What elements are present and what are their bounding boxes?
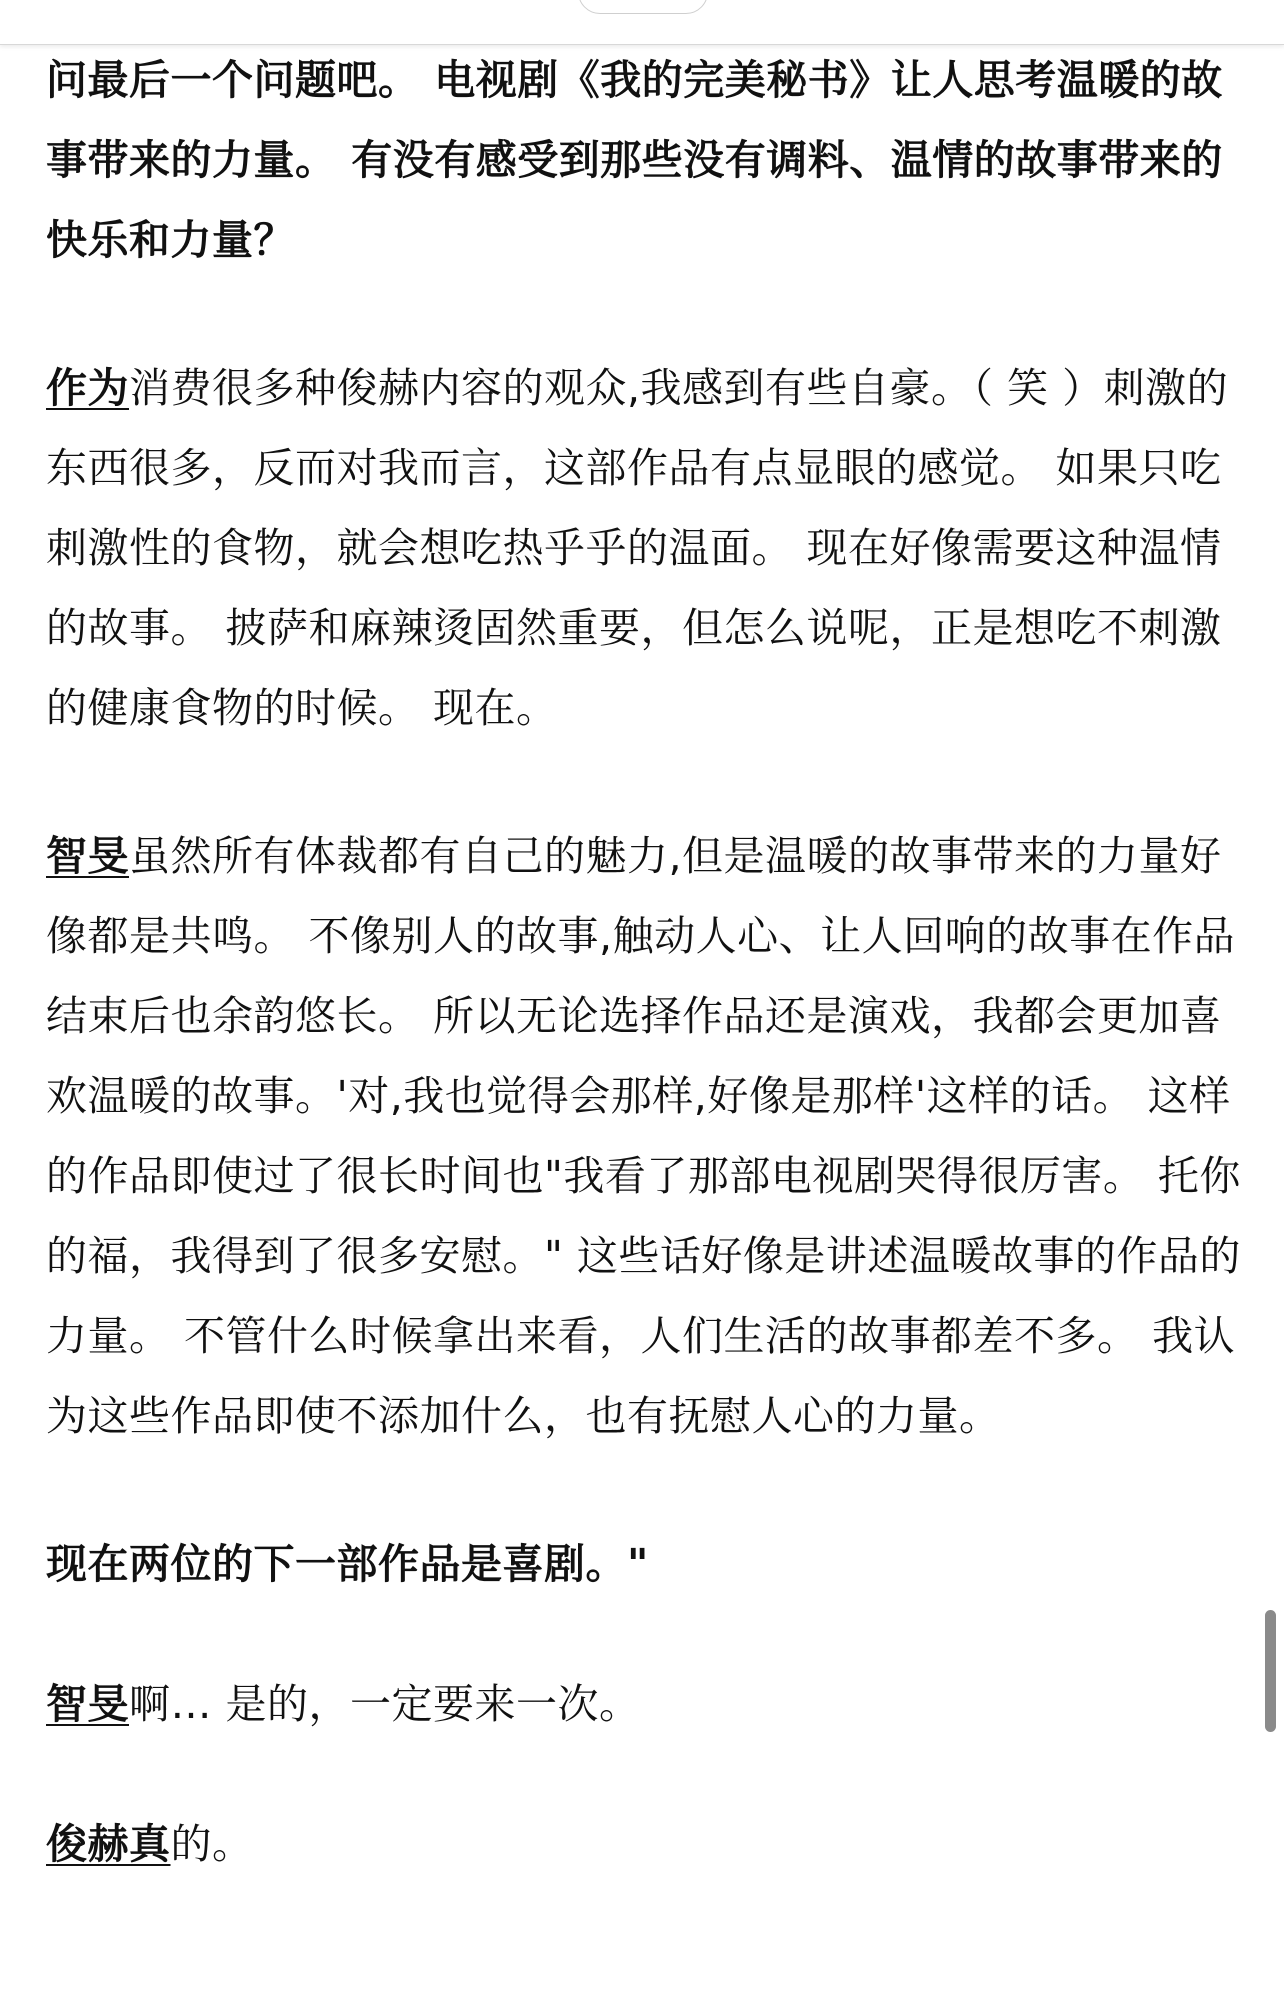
answer-text: 消费很多种俊赫内容的观众,我感到有些自豪。（ 笑 ）刺激的东西很多，反而对我而言，这部作品有点显眼的感觉。 如果只吃刺激性的食物，就会想吃热乎乎的温面。 现在好像需要这种温情的故事。 披萨和麻辣烫固然重要，但怎么说呢，正是想吃不刺激的健康食物的时候。 现在。 — [46, 364, 1229, 732]
question-text: 现在两位的下一部作品是喜剧。" — [46, 1540, 649, 1588]
speaker-name: 智旻 — [46, 832, 129, 880]
answer-paragraph — [46, 1804, 1246, 1884]
pull-down-handle[interactable] — [578, 0, 708, 14]
answer-text: 虽然所有体裁都有自己的魅力,但是温暖的故事带来的力量好像都是共鸣。 不像别人的故事,触动人心、让人回响的故事在作品结束后也余韵悠长。 所以无论选择作品还是演戏，我都会更加喜欢温暖的故事。'对,我也觉得会那样,好像是那样'这样的话。 这样的作品即使过了很长时间也"我看了那部电视剧哭得很厉害。 托你的福，我得到了很多安慰。" 这些话好像是讲述温暖故事的作品的力量。 不管什么时候拿出来看，人们生活的故事都差不多。 我认为这些作品即使不添加什么，也有抚慰人心的力量。 — [46, 832, 1241, 1440]
answer-paragraph — [46, 1664, 1246, 1744]
top-toolbar — [0, 0, 1284, 45]
answer-paragraph — [46, 348, 1246, 748]
scrollbar-thumb[interactable] — [1265, 1610, 1276, 1732]
question-paragraph — [46, 40, 1246, 280]
answer-paragraph — [46, 816, 1246, 1456]
answer-text: 啊… 是的，一定要来一次。 — [129, 1680, 641, 1728]
answer-text: 的。 — [170, 1820, 254, 1868]
speaker-name: 智旻 — [46, 1680, 129, 1728]
article-body — [46, 40, 1246, 1884]
question-paragraph — [46, 1524, 1246, 1604]
speaker-name: 俊赫真 — [46, 1820, 171, 1868]
question-text: 问最后一个问题吧。 电视剧《我的完美秘书》让人思考温暖的故事带来的力量。 有没有感受到那些没有调料、温情的故事带来的快乐和力量？ — [46, 56, 1223, 264]
speaker-name: 作为 — [46, 364, 129, 412]
